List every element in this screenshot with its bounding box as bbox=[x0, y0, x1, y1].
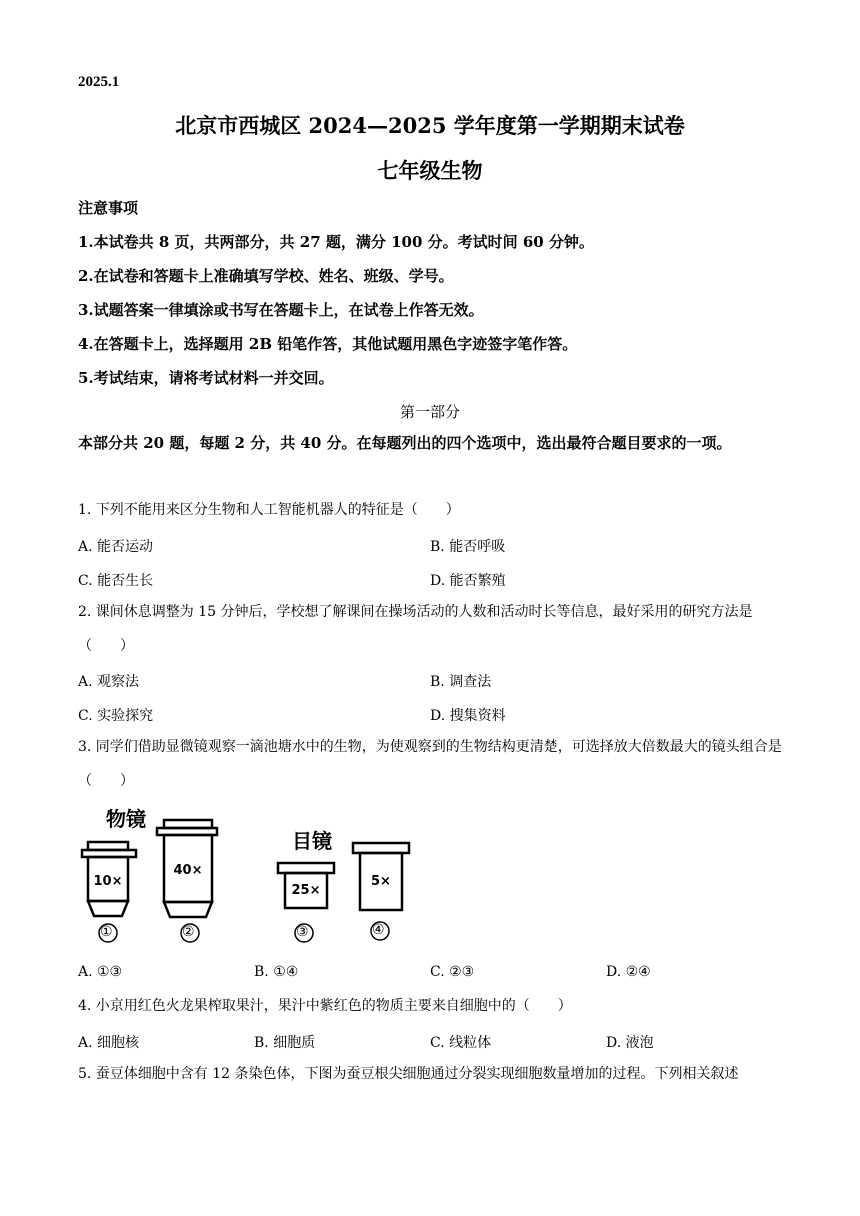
option-b[interactable]: B. 能否呼吸 bbox=[430, 539, 506, 555]
option-c[interactable]: C. 线粒体 bbox=[430, 1035, 492, 1051]
option-d[interactable]: D. ②④ bbox=[606, 964, 651, 980]
option-d[interactable]: D. 能否繁殖 bbox=[430, 573, 506, 589]
note-item: 1.本试卷共 8 页，共两部分，共 27 题，满分 100 分。考试时间 60 分钟。 bbox=[78, 233, 594, 251]
option-a[interactable]: A. 细胞核 bbox=[78, 1035, 140, 1051]
notes-heading: 注意事项 bbox=[78, 199, 139, 217]
lens-number: ② bbox=[182, 924, 195, 940]
part-title: 第一部分 bbox=[399, 403, 460, 421]
option-b[interactable]: B. 调查法 bbox=[430, 674, 492, 690]
option-c[interactable]: C. 能否生长 bbox=[78, 573, 154, 589]
lens-number: ① bbox=[100, 924, 113, 940]
note-item: 5.考试结束，请将考试材料一并交回。 bbox=[78, 369, 334, 387]
exam-subject: 七年级生物 bbox=[377, 158, 483, 183]
question-stem: 2. 课间休息调整为 15 分钟后，学校想了解课间在操场活动的人数和活动时长等信息，最好采用的研究方法是（ ） bbox=[78, 604, 753, 654]
exam-date: 2025.1 bbox=[78, 74, 120, 90]
objective-label: 物镜 bbox=[106, 807, 146, 831]
note-item: 3.试题答案一律填涂或书写在答题卡上，在试卷上作答无效。 bbox=[78, 301, 484, 319]
question-stem: 5. 蚕豆体细胞中含有 12 条染色体，下图为蚕豆根尖细胞通过分裂实现细胞数量增加的过程。下列相关叙述 bbox=[78, 1066, 739, 1082]
note-item: 4.在答题卡上，选择题用 2B 铅笔作答，其他试题用黑色字迹签字笔作答。 bbox=[78, 335, 578, 353]
question-stem: 4. 小京用红色火龙果榨取果汁，果汁中紫红色的物质主要来自细胞中的（ ） bbox=[78, 998, 572, 1014]
lens-mag: 40× bbox=[173, 863, 203, 878]
question-stem: 3. 同学们借助显微镜观察一滴池塘水中的生物，为使观察到的生物结构更清楚，可选择放大倍数最大的镜头组合是（ ） bbox=[78, 739, 782, 789]
lens-number: ④ bbox=[372, 922, 385, 938]
eyepiece-label: 目镜 bbox=[292, 829, 332, 853]
option-c[interactable]: C. ②③ bbox=[430, 964, 475, 980]
exam-title: 北京市西城区 2024—2025 学年度第一学期期末试卷 bbox=[175, 113, 685, 138]
lens-mag: 5× bbox=[371, 874, 391, 889]
part-description: 本部分共 20 题，每题 2 分，共 40 分。在每题列出的四个选项中，选出最符合题目要求的一项。 bbox=[78, 434, 732, 452]
lens-number: ③ bbox=[296, 924, 309, 940]
option-a[interactable]: A. ①③ bbox=[78, 964, 123, 980]
option-d[interactable]: D. 搜集资料 bbox=[430, 708, 506, 724]
lens-mag: 10× bbox=[93, 874, 123, 889]
option-b[interactable]: B. ①④ bbox=[254, 964, 299, 980]
option-d[interactable]: D. 液泡 bbox=[606, 1035, 654, 1051]
option-a[interactable]: A. 观察法 bbox=[78, 674, 140, 690]
option-c[interactable]: C. 实验探究 bbox=[78, 708, 154, 724]
lens-mag: 25× bbox=[291, 883, 321, 898]
option-b[interactable]: B. 细胞质 bbox=[254, 1035, 316, 1051]
question-stem: 1. 下列不能用来区分生物和人工智能机器人的特征是（ ） bbox=[78, 502, 460, 518]
option-a[interactable]: A. 能否运动 bbox=[78, 539, 154, 555]
note-item: 2.在试卷和答题卡上准确填写学校、姓名、班级、学号。 bbox=[78, 267, 454, 285]
